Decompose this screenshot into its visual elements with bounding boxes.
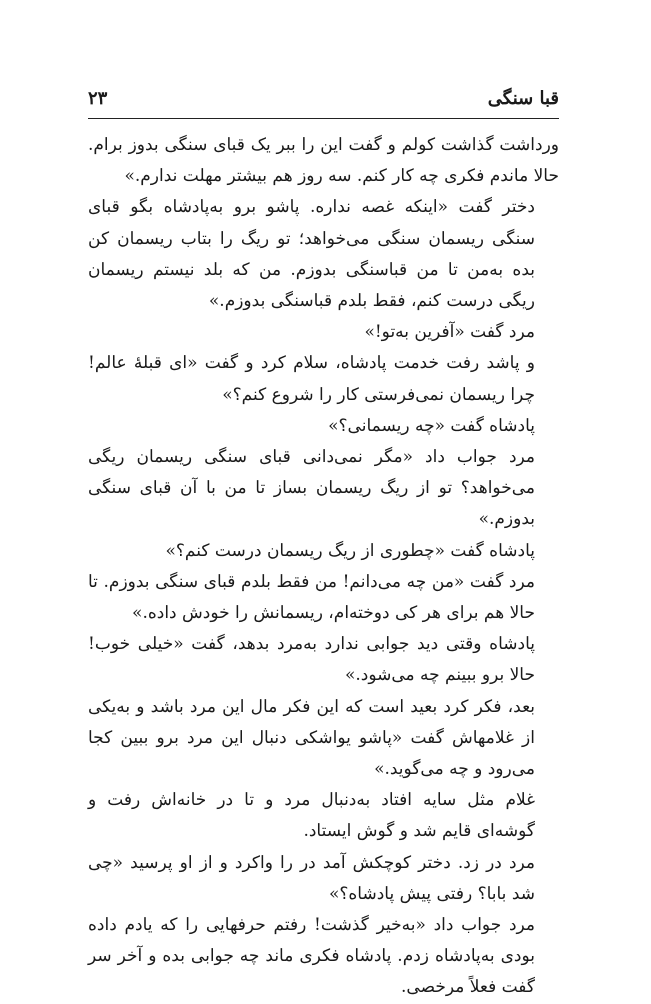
page-body bbox=[88, 130, 559, 1004]
page-number: ۲۳ bbox=[88, 88, 108, 109]
paragraph: بعد، فکر کرد بعید است که این فکر مال این مرد باشد و به‌یکی از غلامهاش گفت «پاشو یواشکی دنبال این مرد برو ببین کجا می‌رود و چه می‌گوید.» bbox=[88, 696, 535, 780]
paragraph: مرد جواب داد «مگر نمی‌دانی قبای سنگی ریسمان ریگی می‌خواهد؟ تو از ریگ ریسمان بساز تا من با آن قبای سنگی بدوزم.» bbox=[88, 447, 535, 530]
paragraph: پادشاه وقتی دید جوابی ندارد به‌مرد بدهد، گفت «خیلی خوب! حالا برو ببینم چه می‌شود.» bbox=[88, 634, 535, 686]
paragraph: دختر گفت «اینکه غصه نداره. پاشو برو به‌پادشاه بگو قبای سنگی ریسمان سنگی می‌خواهد؛ تو ریگ را بتاب ریسمان کن بده به‌من تا من قباسنگی بدوزم. من که بلد نیستم ریسمان ریگی درست کنم، فقط بلدم قباسنگی بدوزم.» bbox=[88, 197, 535, 312]
page-header bbox=[88, 86, 559, 119]
running-title: قبا سنگی bbox=[487, 88, 559, 109]
paragraph: غلام مثل سایه افتاد به‌دنبال مرد و تا در خانه‌اش رفت و گوشه‌ای قایم شد و گوش ایستاد. bbox=[88, 790, 535, 842]
paragraph: مرد گفت «آفرین به‌تو!» bbox=[364, 322, 535, 343]
paragraph: مرد جواب داد «به‌خیر گذشت! رفتم حرفهایی را که یادم داده بودی به‌پادشاه زدم. پادشاه فکری ماند چه جوابی بده و آخر سر گفت فعلاً مرخصی. bbox=[88, 915, 535, 998]
paragraph: مرد گفت «من چه می‌دانم! من فقط بلدم قبای سنگی بدوزم. تا حالا هم برای هر کی دوخته‌ام، ریسمانش را خودش داده.» bbox=[88, 571, 535, 624]
paragraph: و پاشد رفت خدمت پادشاه، سلام کرد و گفت «ای قبلهٔ عالم! چرا ریسمان نمی‌فرستی کار را شروع کنم؟» bbox=[88, 353, 535, 405]
paragraph: پادشاه گفت «چه ریسمانی؟» bbox=[328, 415, 535, 436]
paragraph: ورداشت گذاشت کولم و گفت این را ببر یک قبای سنگی بدوز برام. حالا ماندم فکری چه کار کنم. سه روز هم بیشتر مهلت ندارم.» bbox=[88, 135, 559, 187]
paragraph: مرد در زد. دختر کوچکش آمد در را واکرد و از او پرسید «چی شد بابا؟ رفتی پیش پادشاه؟» bbox=[88, 852, 535, 904]
paragraph: پادشاه گفت «چطوری از ریگ ریسمان درست کنم؟» bbox=[165, 540, 535, 561]
